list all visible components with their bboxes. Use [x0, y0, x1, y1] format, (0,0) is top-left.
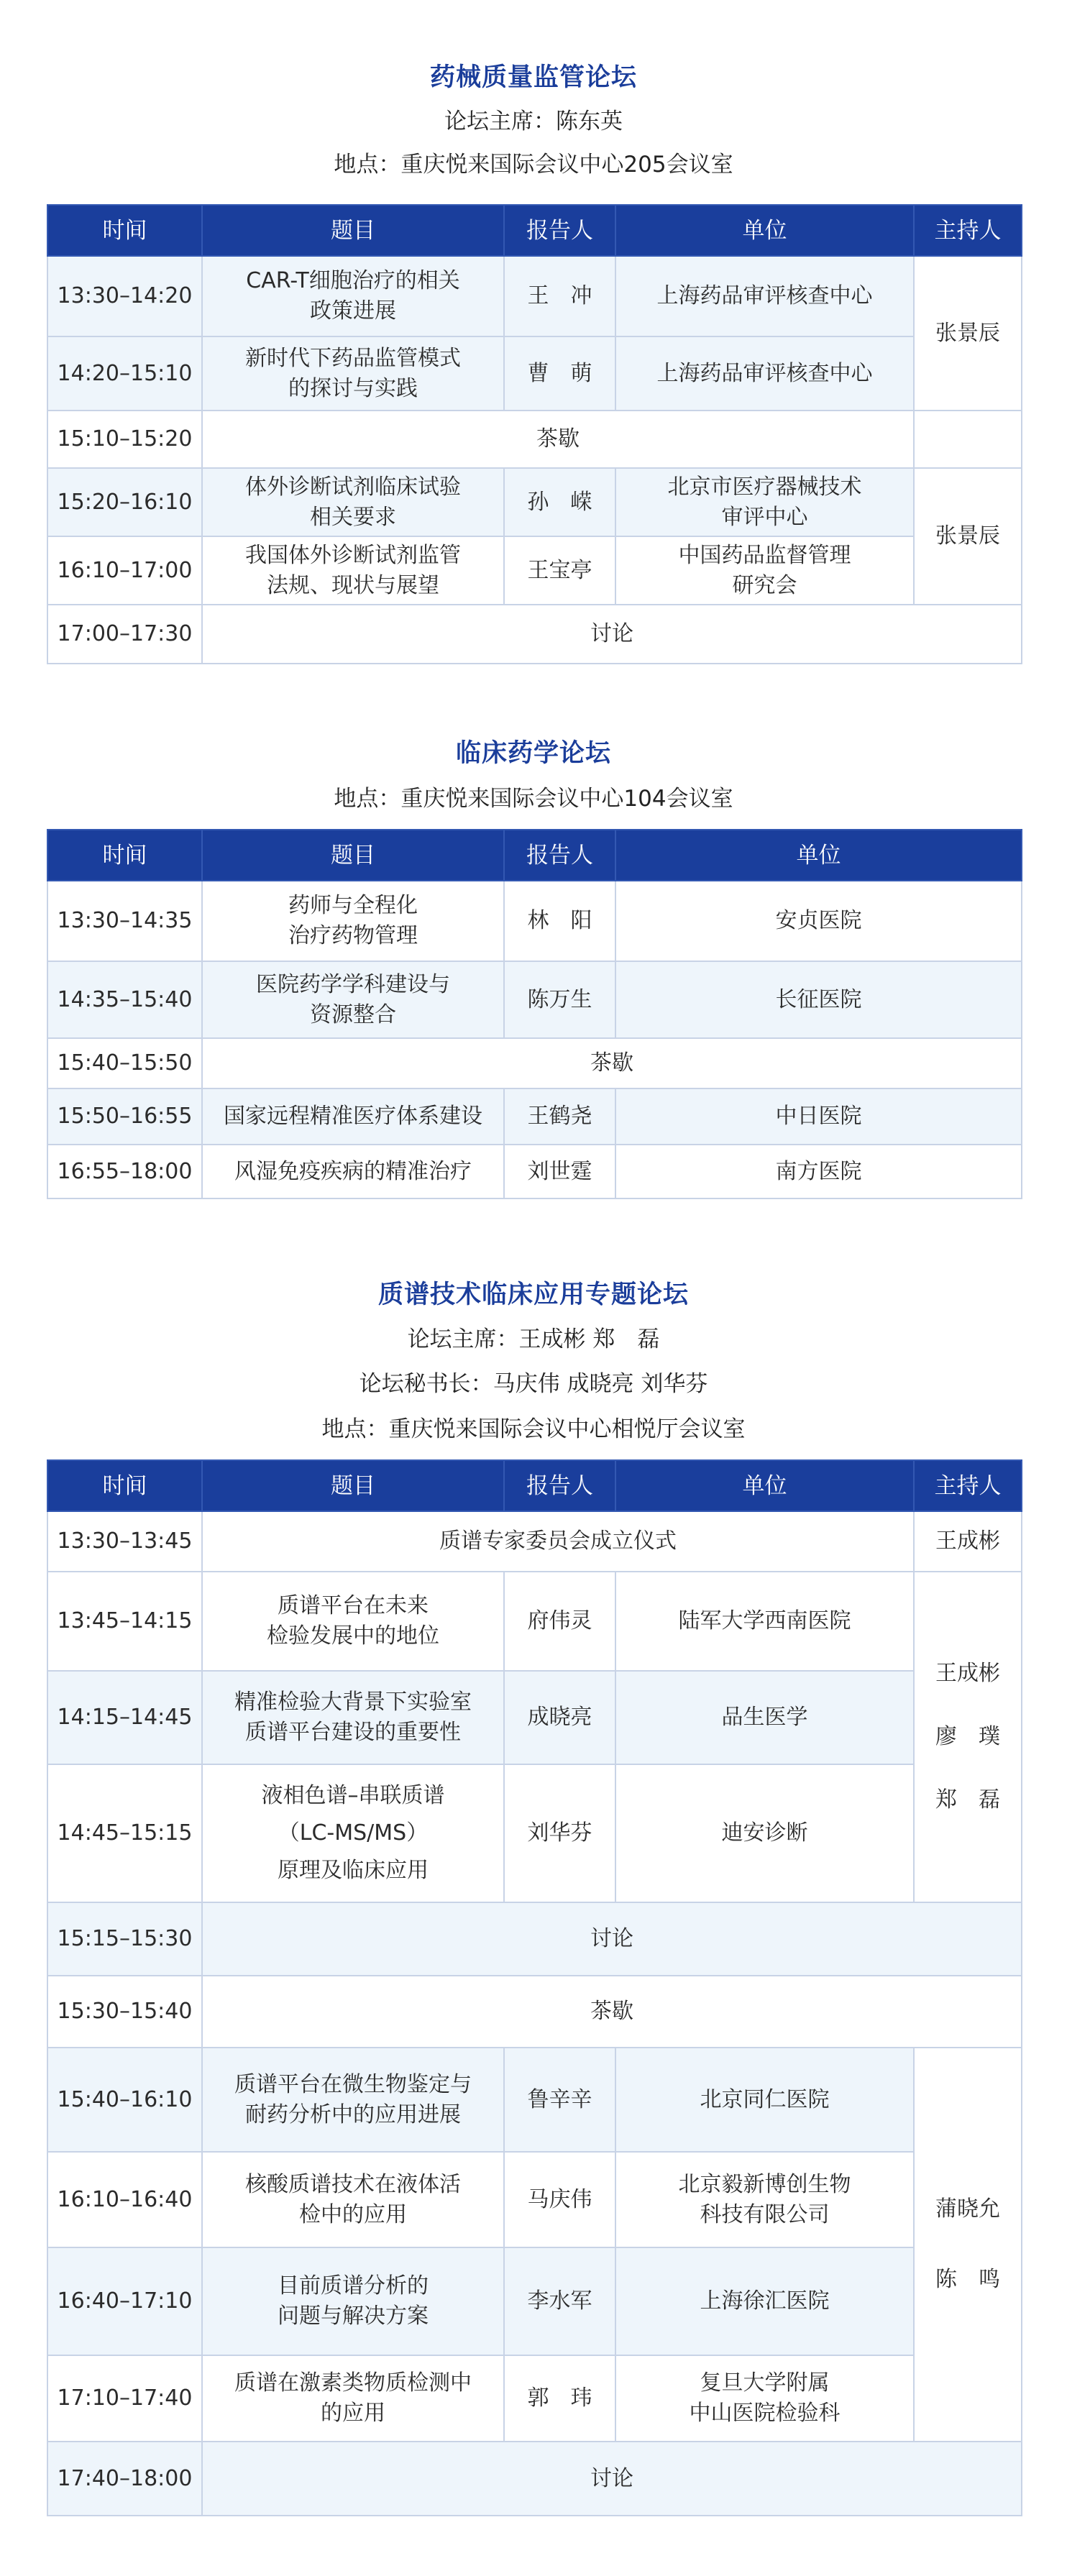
row-org: 品生医学	[615, 1671, 914, 1764]
row-event: 茶歇	[202, 1038, 1022, 1088]
row-topic: 药师与全程化 治疗药物管理	[202, 881, 504, 961]
row-topic: 体外诊断试剂临床试验 相关要求	[202, 468, 504, 536]
forum2-location: 地点：重庆悦来国际会议中心104会议室	[334, 786, 733, 812]
row-org: 中国药品监督管理 研究会	[615, 536, 914, 605]
row-org: 北京毅新博创生物 科技有限公司	[615, 2152, 914, 2247]
header-org: 单位	[615, 830, 1022, 881]
row-host-group: 蒲晓允 陈 鸣	[914, 2048, 1022, 2442]
row-org: 北京同仁医院	[615, 2048, 914, 2152]
forum1-chair: 论坛主席：陈东英	[444, 109, 623, 134]
table-row	[47, 1572, 1022, 1671]
table-row	[47, 881, 1022, 961]
row-speaker: 李水军	[504, 2247, 615, 2355]
header-host: 主持人	[914, 205, 1022, 256]
row-time: 13:30–14:35	[47, 881, 202, 961]
header-speaker: 报告人	[504, 205, 615, 256]
row-org: 南方医院	[615, 1145, 1022, 1198]
row-topic: 国家远程精准医疗体系建设	[202, 1088, 504, 1145]
row-event: 茶歇	[202, 411, 914, 468]
row-speaker: 王鹤尧	[504, 1088, 615, 1145]
header-topic: 题目	[202, 1460, 504, 1511]
table-row-discussion	[47, 1902, 1022, 1976]
row-speaker: 刘世霆	[504, 1145, 615, 1198]
row-topic: 质谱平台在未来 检验发展中的地位	[202, 1572, 504, 1671]
header-org: 单位	[615, 205, 914, 256]
row-org: 安贞医院	[615, 881, 1022, 961]
row-speaker: 王 冲	[504, 256, 615, 336]
row-time: 16:40–17:10	[47, 2247, 202, 2355]
row-time: 13:45–14:15	[47, 1572, 202, 1671]
row-host-group: 王成彬 廖 璞 郑 磊	[914, 1572, 1022, 1902]
header-time: 时间	[47, 1460, 202, 1511]
row-topic: 新时代下药品监管模式 的探讨与实践	[202, 336, 504, 411]
row-org: 中日医院	[615, 1088, 1022, 1145]
row-time: 15:40–16:10	[47, 2048, 202, 2152]
row-speaker: 王宝亭	[504, 536, 615, 605]
row-host: 王成彬	[914, 1511, 1022, 1572]
row-time: 16:55–18:00	[47, 1145, 202, 1198]
row-speaker: 孙 嵘	[504, 468, 615, 536]
row-time: 13:30–13:45	[47, 1511, 202, 1572]
header-time: 时间	[47, 830, 202, 881]
table-header-row	[47, 1460, 1022, 1511]
row-time: 15:30–15:40	[47, 1976, 202, 2048]
row-topic: 医院药学学科建设与 资源整合	[202, 961, 504, 1038]
row-speaker: 鲁辛辛	[504, 2048, 615, 2152]
row-speaker: 刘华芬	[504, 1764, 615, 1902]
row-time: 17:40–18:00	[47, 2442, 202, 2516]
table-row	[47, 2048, 1022, 2152]
row-speaker: 曹 萌	[504, 336, 615, 411]
row-time: 17:10–17:40	[47, 2355, 202, 2442]
header-time: 时间	[47, 205, 202, 256]
table-row	[47, 1671, 1022, 1764]
row-event: 质谱专家委员会成立仪式	[202, 1511, 914, 1572]
row-event: 讨论	[202, 1902, 1022, 1976]
header-speaker: 报告人	[504, 830, 615, 881]
row-time: 15:40–15:50	[47, 1038, 202, 1088]
row-topic: 质谱在激素类物质检测中 的应用	[202, 2355, 504, 2442]
table-row-break	[47, 1038, 1022, 1088]
row-speaker: 林 阳	[504, 881, 615, 961]
row-org: 复旦大学附属 中山医院检验科	[615, 2355, 914, 2442]
table-row	[47, 536, 1022, 605]
row-time: 15:15–15:30	[47, 1902, 202, 1976]
table-row	[47, 336, 1022, 411]
table-row	[47, 1764, 1022, 1902]
header-org: 单位	[615, 1460, 914, 1511]
table-row	[47, 256, 1022, 336]
row-org: 陆军大学西南医院	[615, 1572, 914, 1671]
row-time: 14:15–14:45	[47, 1671, 202, 1764]
row-topic: 目前质谱分析的 问题与解决方案	[202, 2247, 504, 2355]
table-row-discussion	[47, 605, 1022, 664]
row-org: 上海徐汇医院	[615, 2247, 914, 2355]
forum1-location: 地点：重庆悦来国际会议中心205会议室	[334, 152, 733, 178]
row-org: 长征医院	[615, 961, 1022, 1038]
table-row	[47, 1145, 1022, 1198]
row-time: 15:20–16:10	[47, 468, 202, 536]
forum3-table	[47, 1459, 1022, 2516]
row-event: 讨论	[202, 605, 1022, 664]
forum3-secretary: 论坛秘书长：马庆伟 成晓亮 刘华芬	[359, 1371, 708, 1397]
table-row-ceremony	[47, 1511, 1022, 1572]
row-time: 13:30–14:20	[47, 256, 202, 336]
row-host-empty	[914, 411, 1022, 468]
row-org: 上海药品审评核查中心	[615, 336, 914, 411]
forum3-title: 质谱技术临床应用专题论坛	[377, 1280, 689, 1309]
row-time: 15:50–16:55	[47, 1088, 202, 1145]
table-header-row	[47, 205, 1022, 256]
row-event: 茶歇	[202, 1976, 1022, 2048]
table-row	[47, 1088, 1022, 1145]
header-topic: 题目	[202, 830, 504, 881]
row-topic: 质谱平台在微生物鉴定与 耐药分析中的应用进展	[202, 2048, 504, 2152]
table-row	[47, 961, 1022, 1038]
table-row-discussion	[47, 2442, 1022, 2516]
forum3-chair: 论坛主席：王成彬 郑 磊	[407, 1326, 660, 1352]
row-org: 北京市医疗器械技术 审评中心	[615, 468, 914, 536]
row-speaker: 郭 玮	[504, 2355, 615, 2442]
table-row	[47, 468, 1022, 536]
header-topic: 题目	[202, 205, 504, 256]
row-speaker: 成晓亮	[504, 1671, 615, 1764]
row-speaker: 陈万生	[504, 961, 615, 1038]
row-topic: 液相色谱–串联质谱 （LC-MS/MS） 原理及临床应用	[202, 1764, 504, 1902]
row-host: 张景辰	[914, 468, 1022, 605]
row-topic: 我国体外诊断试剂监管 法规、现状与展望	[202, 536, 504, 605]
row-time: 15:10–15:20	[47, 411, 202, 468]
row-topic: 风湿免疫疾病的精准治疗	[202, 1145, 504, 1198]
forum2-table	[47, 829, 1022, 1199]
table-row	[47, 2152, 1022, 2247]
forum1-table	[47, 204, 1022, 664]
row-topic: CAR-T细胞治疗的相关 政策进展	[202, 256, 504, 336]
row-time: 14:20–15:10	[47, 336, 202, 411]
row-org: 上海药品审评核查中心	[615, 256, 914, 336]
forum3-location: 地点：重庆悦来国际会议中心相悦厅会议室	[321, 1416, 746, 1442]
forum2-title: 临床药学论坛	[455, 739, 611, 768]
row-topic: 核酸质谱技术在液体活 检中的应用	[202, 2152, 504, 2247]
header-host: 主持人	[914, 1460, 1022, 1511]
row-org: 迪安诊断	[615, 1764, 914, 1902]
row-time: 14:45–15:15	[47, 1764, 202, 1902]
row-event: 讨论	[202, 2442, 1022, 2516]
forum1-title: 药械质量监管论坛	[429, 63, 637, 92]
row-time: 14:35–15:40	[47, 961, 202, 1038]
row-speaker: 马庆伟	[504, 2152, 615, 2247]
row-topic: 精准检验大背景下实验室 质谱平台建设的重要性	[202, 1671, 504, 1764]
table-row	[47, 2247, 1022, 2355]
row-speaker: 府伟灵	[504, 1572, 615, 1671]
table-row-break	[47, 411, 1022, 468]
row-time: 16:10–17:00	[47, 536, 202, 605]
table-row	[47, 2355, 1022, 2442]
header-speaker: 报告人	[504, 1460, 615, 1511]
row-time: 17:00–17:30	[47, 605, 202, 664]
table-row-break	[47, 1976, 1022, 2048]
table-header-row	[47, 830, 1022, 881]
row-host: 张景辰	[914, 256, 1022, 411]
row-time: 16:10–16:40	[47, 2152, 202, 2247]
